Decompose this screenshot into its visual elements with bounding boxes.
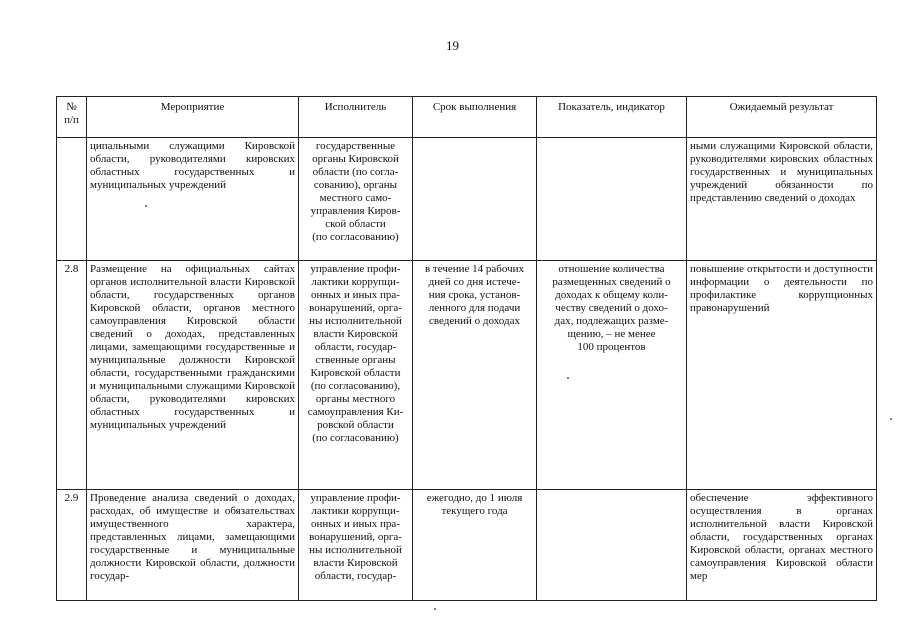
row-indicator: отношение количества размещенных сведений о доходах к общему коли- честву сведений о дохо- дах, подлежащих разме- щению, – не менее 100 процентов — [537, 261, 687, 490]
row-deadline: в течение 14 рабочих дней со дня истече- ния срока, установ- ленного для подачи сведений о доходах — [413, 261, 537, 490]
row-num: 2.8 — [57, 261, 87, 490]
row-executor: управление профи- лактики коррупци- онных и иных пра- вонарушений, орга- ны исполнительной власти Кировской области, государ- — [299, 490, 413, 601]
scan-speck — [145, 205, 147, 207]
row-deadline: ежегодно, до 1 июля текущего года — [413, 490, 537, 601]
row-num — [57, 138, 87, 261]
table-row — [57, 490, 877, 601]
table-row — [57, 138, 877, 261]
row-activity: Проведение анализа сведений о доходах, расходах, об имуществе и обязательствах имущественного характера, представленных лицами, замещающими государственные и муниципальные должности Кировской области, должности государ- — [87, 490, 299, 601]
scan-speck — [567, 377, 569, 379]
row-num: 2.9 — [57, 490, 87, 601]
activity-plan-table — [56, 96, 877, 601]
row-activity: ципальными служащими Кировской области, руководителями кировских областных государственных и муниципальных учреждений — [87, 138, 299, 261]
header-indicator: Показатель, индикатор — [537, 97, 687, 138]
scan-speck — [890, 418, 892, 420]
row-activity: Размещение на официальных сайтах органов исполнительной власти Кировской области, государственных органов Кировской области, органов местного самоуправления Кировской области сведений о доходах, представленных лицами, замещающими государственные и муниципальные должности Кировской области, государственными гражданскими и муниципальными служащими Кировской области, руководителями кировских областных государственных и муниципальных учреждений — [87, 261, 299, 490]
row-deadline — [413, 138, 537, 261]
scan-speck — [434, 608, 436, 610]
row-result: ными служащими Кировской области, руководителями кировских областных государственных и муниципальных учреждений обязанности по представлению сведений о доходах — [687, 138, 877, 261]
page-number: 19 — [446, 38, 459, 53]
header-activity: Мероприятие — [87, 97, 299, 138]
header-result: Ожидаемый результат — [687, 97, 877, 138]
row-result: повышение открытости и доступности информации о деятельности по профилактике коррупционных правонарушений — [687, 261, 877, 490]
header-executor: Исполнитель — [299, 97, 413, 138]
header-num: № п/п — [57, 97, 87, 138]
row-result: обеспечение эффективного осуществления в органах исполнительной власти Кировской области, государственных органах Кировской области, органах местного самоуправления Кировской области мер — [687, 490, 877, 601]
header-deadline: Срок выполнения — [413, 97, 537, 138]
row-indicator — [537, 138, 687, 261]
table-row — [57, 261, 877, 490]
table-header-row — [57, 97, 877, 138]
row-executor: государственные органы Кировской области (по согла- сованию), органы местного само- управления Киров- ской области (по согласованию) — [299, 138, 413, 261]
row-executor: управление профи- лактики коррупци- онных и иных пра- вонарушений, орга- ны исполнительной власти Кировской области, государ- ственные органы Кировской области (по согласованию), органы местного самоуправления Ки- ровской области (по согласованию) — [299, 261, 413, 490]
row-indicator — [537, 490, 687, 601]
